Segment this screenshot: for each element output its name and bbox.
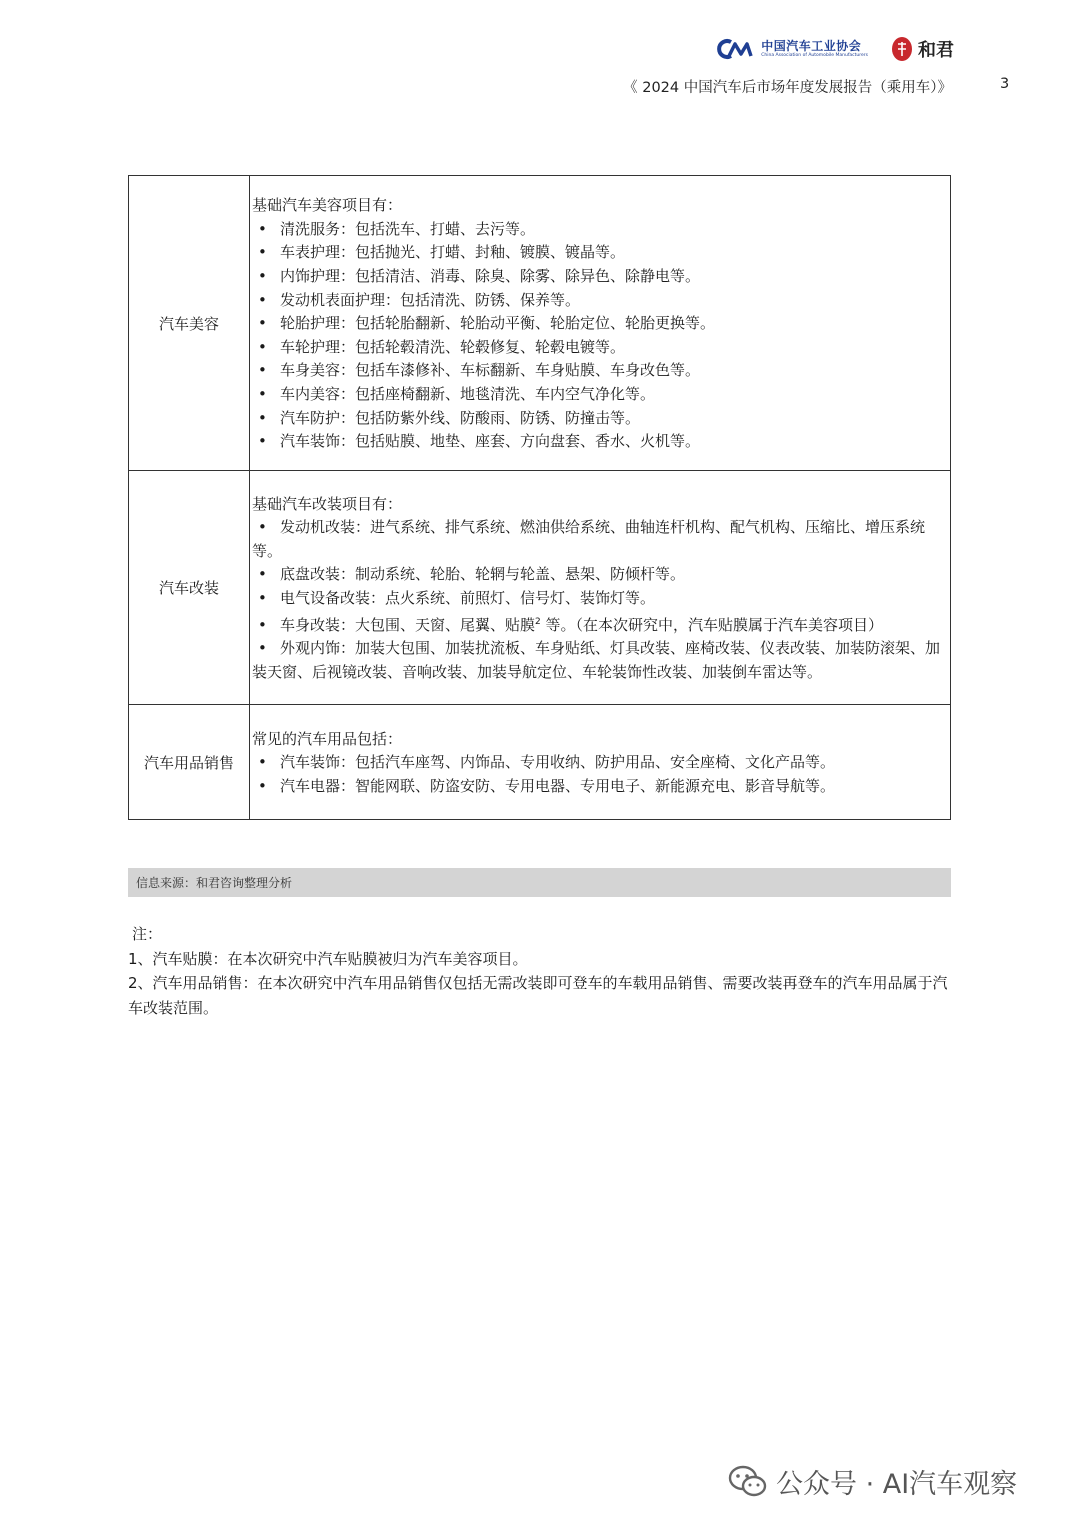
bullet: • [258,337,267,356]
category-cell: 汽车用品销售 [129,705,250,820]
bullet: • [258,589,267,607]
hejun-logo-text: 和君 [918,40,954,61]
bullet: • [258,776,267,795]
bullet: • [258,753,267,772]
report-title: 《 2024 中国汽车后市场年度发展报告（乘用车）》 [623,80,952,96]
bullet: • [258,243,267,262]
table-row [129,705,951,820]
category-cell: 汽车美容 [129,176,250,471]
bullet: • [258,361,267,380]
list-item: • 外观内饰：加装大包围、加装扰流板、车身贴纸、灯具改装、座椅改装、仪表改装、加装防滚架、加装天窗、后视镜改装、音响改装、加装导航定位、车轮装饰性改装、加装倒车雷达等。 [252,639,941,681]
bullet: • [258,267,267,286]
list-item: • 轮胎护理：包括轮胎翻新、轮胎动平衡、轮胎定位、轮胎更换等。 [252,312,944,336]
bullet: • [258,615,267,634]
description-cell [250,176,951,471]
list-item: • 电气设备改装：点火系统、前照灯、信号灯、装饰灯等。 [252,587,944,611]
list-item: • 发动机改装：进气系统、排气系统、燃油供给系统、曲轴连杆机构、配气机构、压缩比、增压系统等。 [252,518,926,560]
list-item: • 汽车电器：智能网联、防盗安防、专用电器、专用电子、新能源充电、影音导航等。 [252,775,944,799]
list-item: • 车内美容：包括座椅翻新、地毯清洗、车内空气净化等。 [252,383,944,407]
list-item: • 车身美容：包括车漆修补、车标翻新、车身贴膜、车身改色等。 [252,359,944,383]
bullet: • [258,432,267,451]
hejun-logo [890,36,954,62]
wechat-icon [728,1465,768,1499]
bullet: • [258,518,267,537]
caam-logo [717,38,868,60]
hejun-seal-icon [890,36,914,62]
header-logos [717,36,954,62]
category-cell: 汽车改装 [129,471,250,705]
bullet: • [258,408,267,427]
caam-logo-cn: 中国汽车工业协会 [761,38,862,53]
service-category-table [128,175,951,820]
note-line: 1、汽车贴膜：在本次研究中汽车贴膜被归为汽车美容项目。 [128,949,528,968]
note-line: 2、汽车用品销售：在本次研究中汽车用品销售仅包括无需改装即可登车的车载用品销售、需要改装再登车的汽车用品属于汽车改装范围。 [128,974,948,1017]
bullet: • [258,290,267,309]
list-item: • 汽车装饰：包括汽车座驾、内饰品、专用收纳、防护用品、安全座椅、文化产品等。 [252,751,944,775]
bullet: • [258,639,267,658]
row-intro: 基础汽车美容项目有： [252,196,403,215]
list-item: • 汽车防护：包括防紫外线、防酸雨、防锈、防撞击等。 [252,407,944,431]
bullet: • [258,565,267,584]
table-row [129,176,951,471]
notes-title: 注： [132,925,163,943]
bullet: • [258,314,267,333]
bullet: • [258,384,267,403]
list-item: • 发动机表面护理：包括清洗、防锈、保养等。 [252,289,944,313]
footnote-ref: 2 [535,616,541,627]
caam-emblem-icon [717,38,755,60]
bullet: • [258,219,267,238]
page-number: 3 [1000,76,1010,92]
notes-section [128,922,954,1020]
list-item: • 车身改装：大包围、天窗、尾翼、贴膜$^2$ 等。（在本次研究中，汽车贴膜属于汽车美容项目） [252,611,944,638]
list-item: • 内饰护理：包括清洁、消毒、除臭、除雾、除异色、除静电等。 [252,265,944,289]
source-note: 信息来源：和君咨询整理分析 [128,868,951,897]
list-item: • 清洗服务：包括洗车、打蜡、去污等。 [252,218,944,242]
description-cell [250,471,951,705]
list-item: • 车轮护理：包括轮毂清洗、轮毂修复、轮毂电镀等。 [252,336,944,360]
caam-logo-en: China Association of Automobile Manufacturers [761,52,868,58]
row-intro: 常见的汽车用品包括： [252,729,403,748]
description-cell [250,705,951,820]
list-item: • 汽车装饰：包括贴膜、地垫、座套、方向盘套、香水、火机等。 [252,430,944,454]
watermark-text: 公众号 · AI汽车观察 [776,1469,1018,1500]
watermark [728,1462,1017,1501]
table-row [129,471,951,705]
row-intro: 基础汽车改装项目有： [252,494,403,513]
list-item: • 底盘改装：制动系统、轮胎、轮辋与轮盖、悬架、防倾杆等。 [252,563,944,587]
list-item: • 车表护理：包括抛光、打蜡、封釉、镀膜、镀晶等。 [252,241,944,265]
